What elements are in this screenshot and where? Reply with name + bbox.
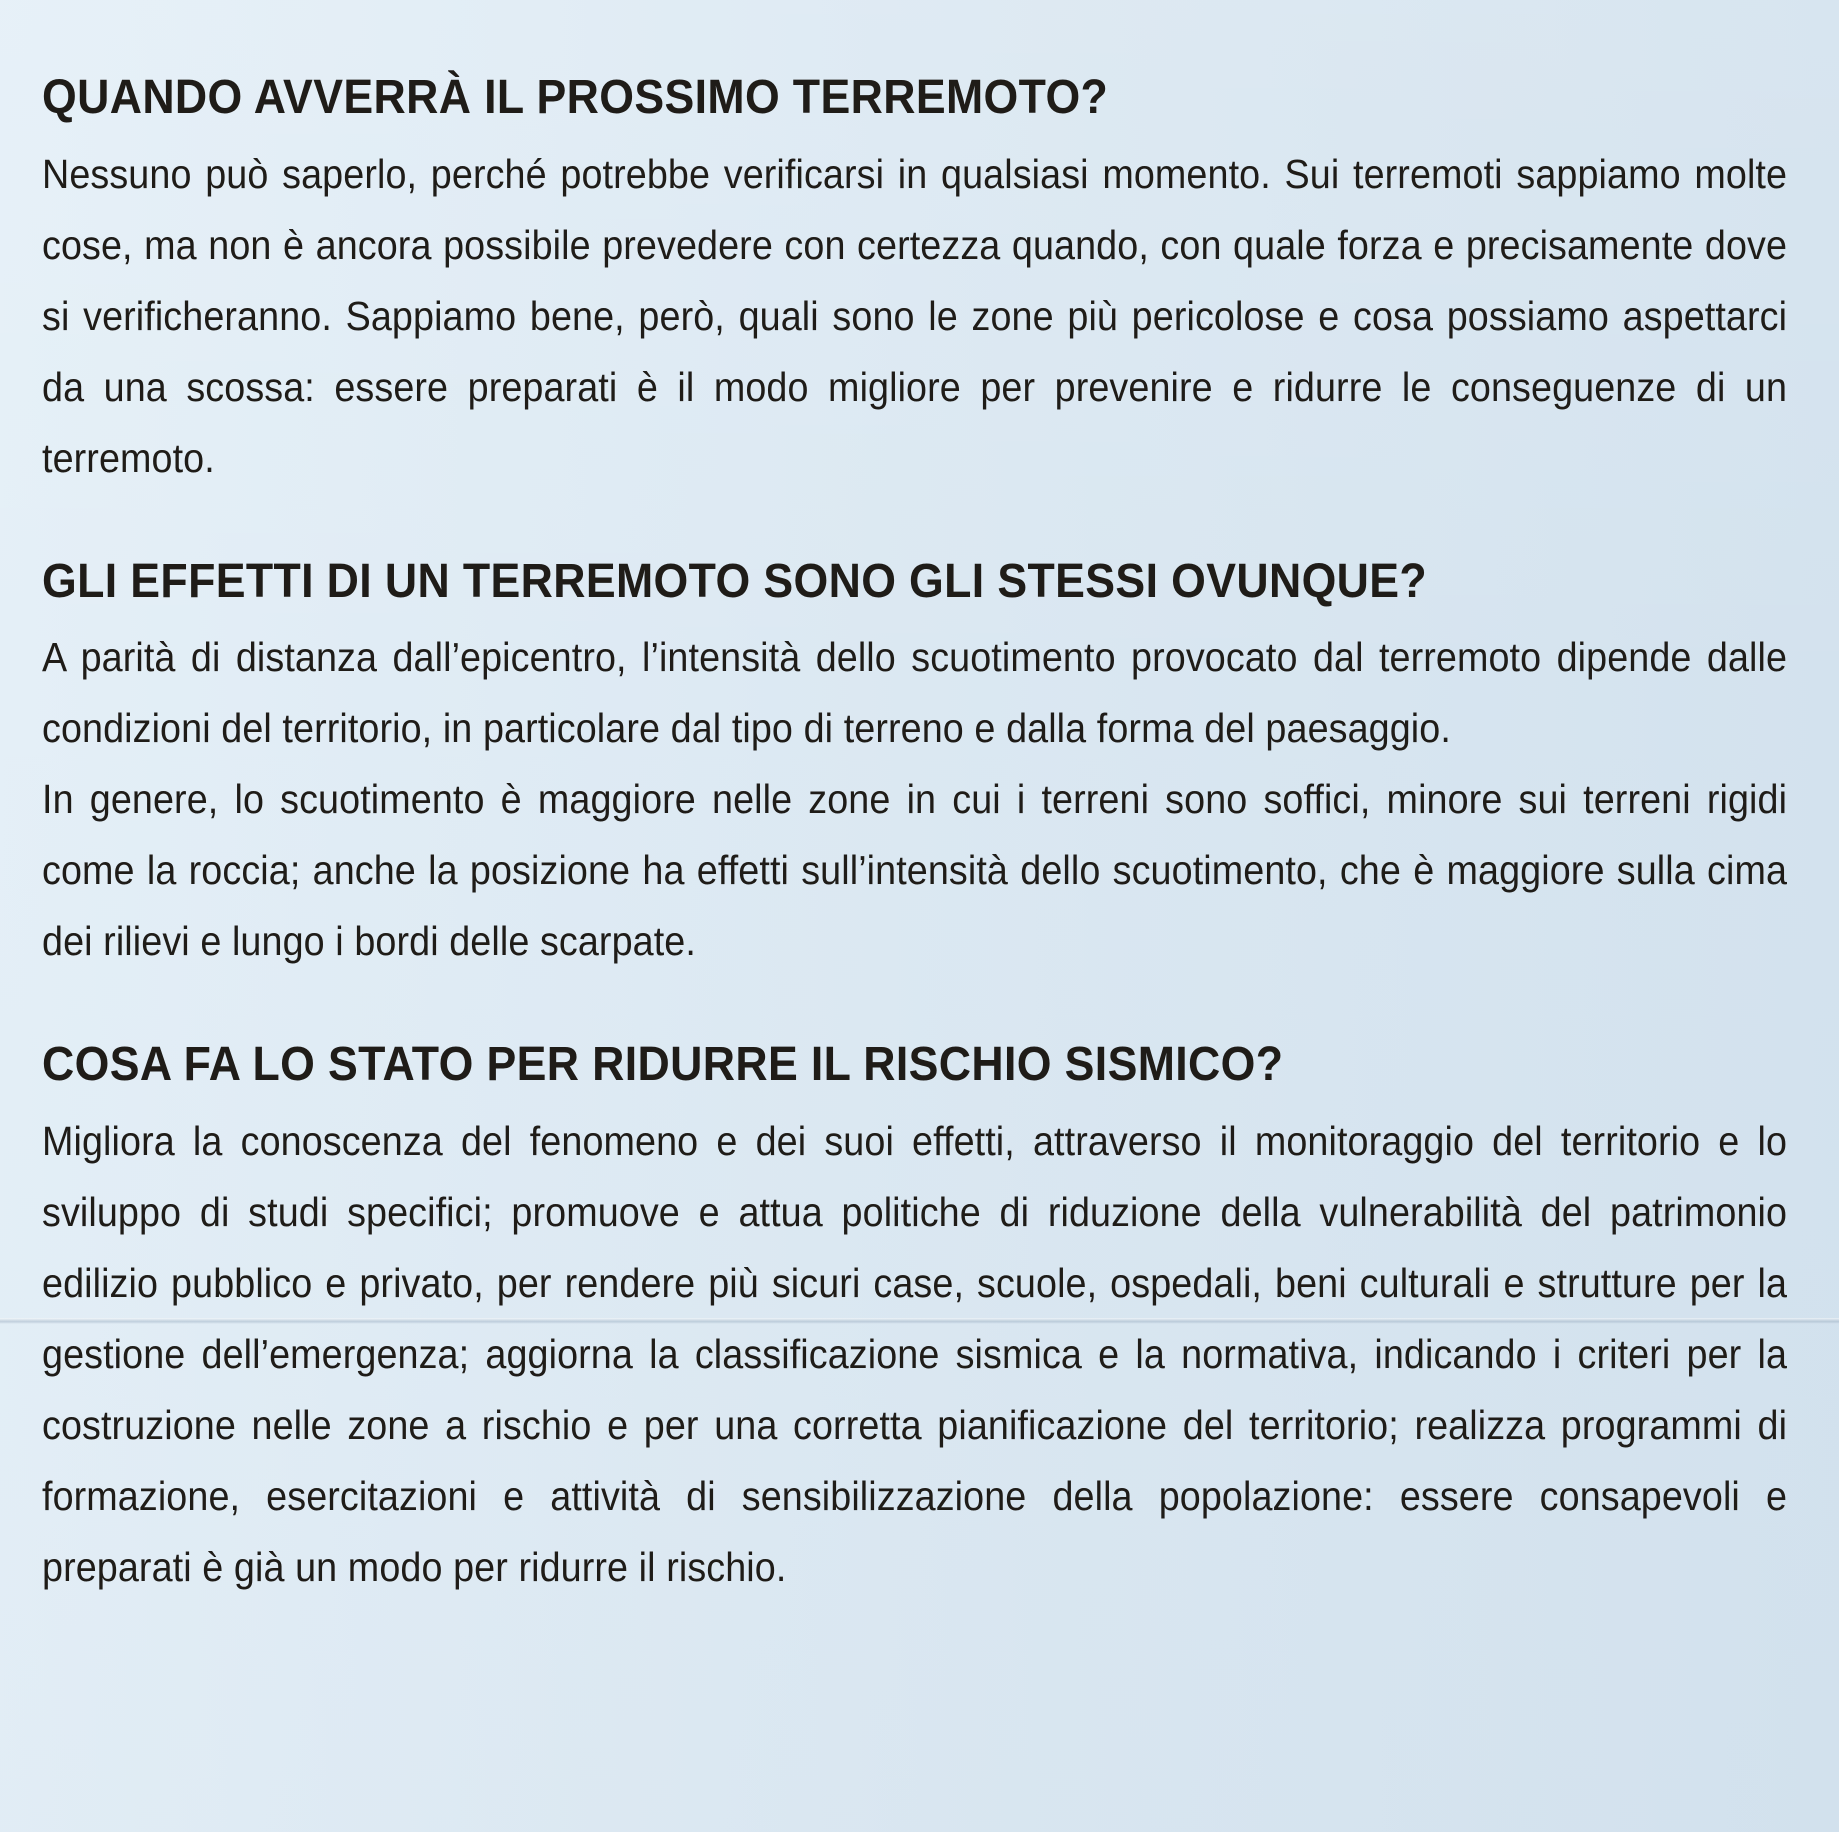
- section-heading: COSA FA LO STATO PER RIDURRE IL RISCHIO SISMICO?: [42, 1038, 1284, 1092]
- section-next-earthquake: [42, 70, 1787, 494]
- section-heading: GLI EFFETTI DI UN TERREMOTO SONO GLI STESSI OVUNQUE?: [42, 554, 1428, 608]
- section-paragraph: Migliora la conoscenza del fenomeno e dei suoi effetti, attraverso il monitoraggio del territorio e lo sviluppo di studi specifici; promuove e attua politiche di riduzione della vulnerabilità del patrimonio edilizio pubblico e privato, per rendere più sicuri case, scuole, ospedali, beni culturali e strutture per la gestione dell’emergenza; aggiorna la classificazione sismica e la normativa, indicando i criteri per la costruzione nelle zone a rischio e per una corretta pianificazione del territorio; realizza programmi di formazione, esercitazioni e attività di sensibilizzazione della popolazione: essere consapevoli e preparati è già un modo per ridurre il rischio.: [42, 1117, 1788, 1590]
- section-paragraph: Nessuno può saperlo, perché potrebbe verificarsi in qualsiasi momento. Sui terremoti sappiamo molte cose, ma non è ancora possibile prevedere con certezza quando, con quale forza e precisamente dove si verificheranno. Sappiamo bene, però, quali sono le zone più pericolose e cosa possiamo aspettarci da una scossa: essere preparati è il modo migliore per prevenire e ridurre le conseguenze di un terremoto.: [42, 150, 1788, 481]
- section-earthquake-effects: [42, 554, 1787, 978]
- section-heading: QUANDO AVVERRÀ IL PROSSIMO TERREMOTO?: [42, 71, 1109, 124]
- document-content: [42, 70, 1787, 1663]
- section-paragraph: A parità di distanza dall’epicentro, l’intensità dello scuotimento provocato dal terremoto dipende dalle condizioni del territorio, in particolare dal tipo di terreno e dalla forma del paesaggio.: [42, 634, 1788, 752]
- section-paragraph: In genere, lo scuotimento è maggiore nelle zone in cui i terreni sono soffici, minore sui terreni rigidi come la roccia; anche la posizione ha effetti sull’intensità dello scuotimento, che è maggiore sulla cima dei rilievi e lungo i bordi delle scarpate.: [42, 776, 1788, 965]
- section-state-seismic-risk: [42, 1037, 1787, 1603]
